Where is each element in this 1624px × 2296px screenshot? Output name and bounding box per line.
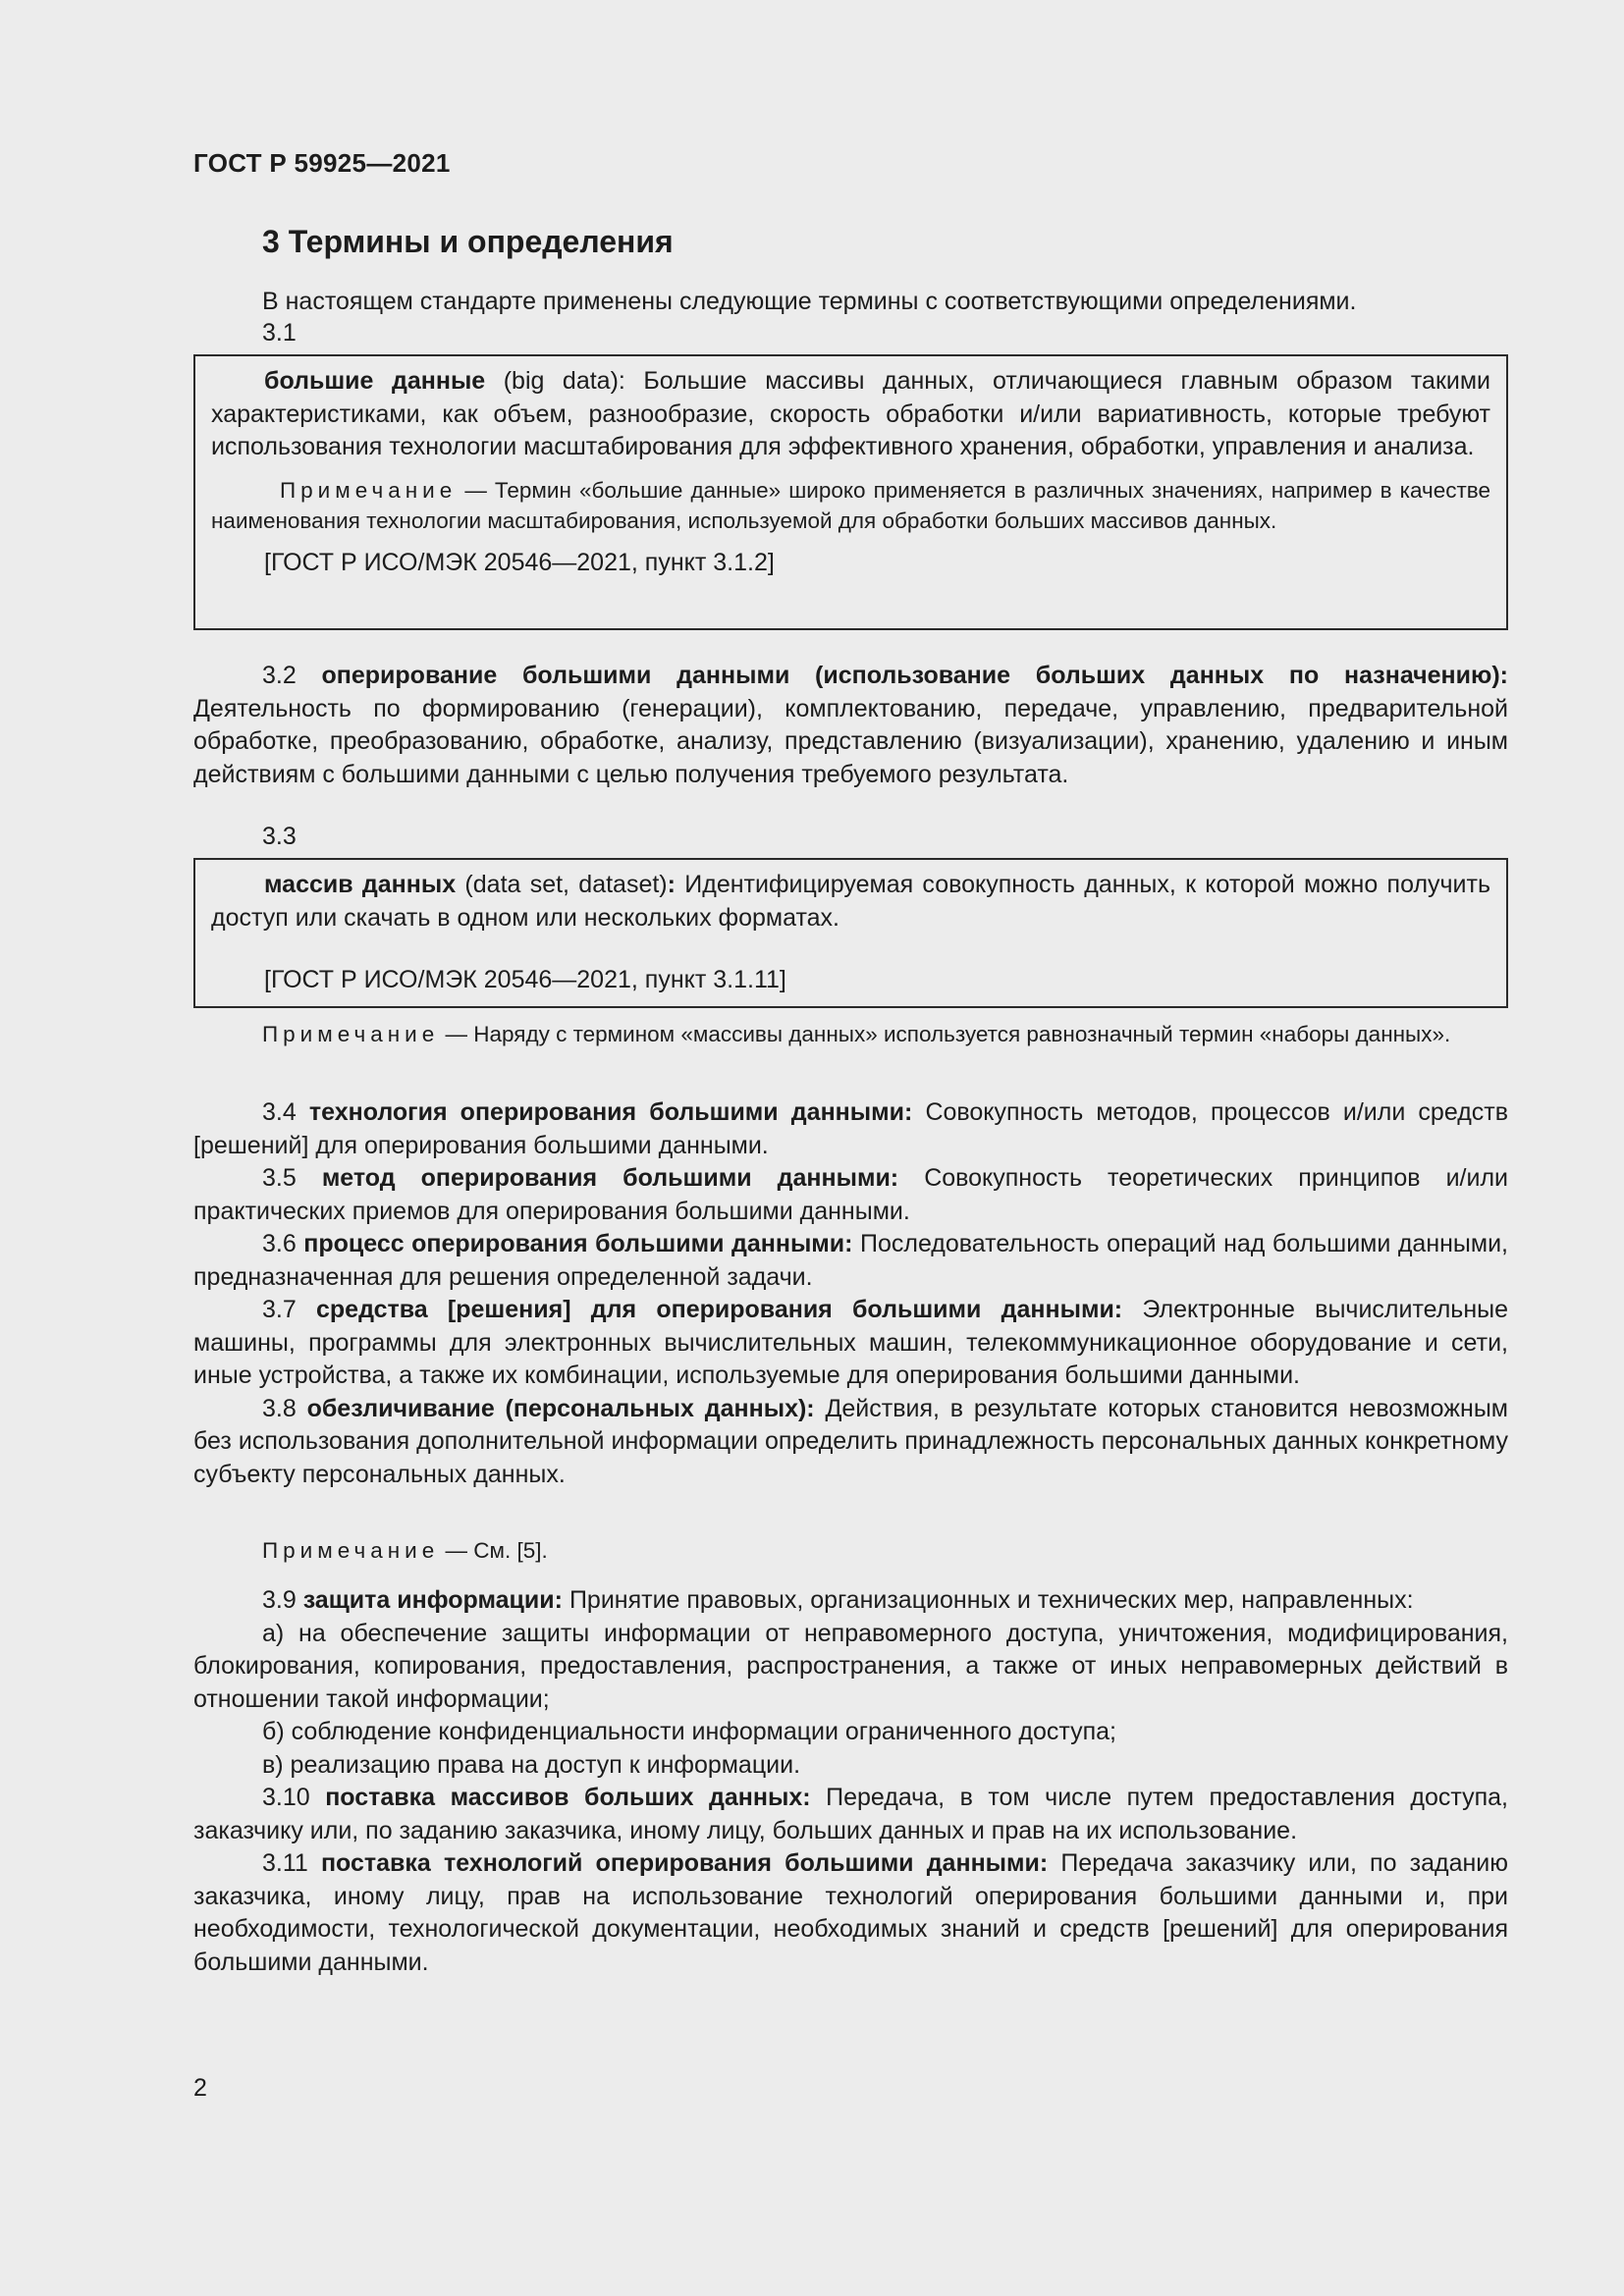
- term-3-5: [193, 1162, 1508, 1228]
- term-3-6: [193, 1228, 1508, 1294]
- term-text: Совокупность теоретических принципов и/или практических приемов для оперирования большими данными.: [193, 1164, 1508, 1225]
- term-name: обезличивание (персональных данных):: [306, 1394, 815, 1422]
- section-title: 3 Термины и определения: [262, 224, 674, 259]
- term-name: массив данных: [264, 871, 457, 898]
- note-text: — Термин «большие данные» широко применяется в различных значениях, например в качестве наименования технологии масштабирования, используемой для обработки больших массивов данных.: [211, 477, 1490, 533]
- note-label: Примечание: [280, 477, 458, 503]
- terms-block: [193, 1096, 1508, 1491]
- term-text: Действия, в результате которых становится невозможным без использования дополнительной информации определить принадлежность персональных данных конкретному субъекту персональных данных.: [193, 1394, 1508, 1488]
- term-box-3-3: [193, 858, 1508, 1008]
- term-name: средства [решения] для оперирования большими данными:: [315, 1296, 1123, 1323]
- term-3-10: [193, 1782, 1508, 1847]
- term-text: Большие массивы данных, отличающиеся главным образом такими характеристиками, как объем, разнообразие, скорость обработки и/или вариативность, которые требуют использования технологии масштабирования для эффективного хранения, обработки, управления и анализа.: [211, 367, 1491, 460]
- term-number: 3.7: [262, 1296, 316, 1323]
- term-name: большие данные: [264, 367, 486, 395]
- term-text: Совокупность методов, процессов и/или средств [решений] для оперирования большими данными.: [193, 1098, 1509, 1159]
- term-number: 3.3: [262, 823, 297, 850]
- list-item: б) соблюдение конфиденциальности информации ограниченного доступа;: [262, 1718, 1117, 1745]
- term-name: оперирование большими данными (использование больших данных по назначению):: [321, 662, 1508, 689]
- term-name: поставка массивов больших данных:: [325, 1784, 811, 1811]
- term-text: Электронные вычислительные машины, программы для электронных вычислительных машин, телекоммуникационное оборудование и сети, иные устройства, а также их комбинации, используемые для оперирования большими данными.: [193, 1296, 1508, 1389]
- term-colon: :: [667, 871, 676, 898]
- term-english: (data set, dataset): [456, 871, 668, 898]
- term-source: [ГОСТ Р ИСО/МЭК 20546—2021, пункт 3.1.2]: [264, 548, 775, 576]
- note-text: — См. [5].: [439, 1538, 548, 1563]
- list-item: а) на обеспечение защиты информации от неправомерного доступа, уничтожения, модифицирования, блокирования, копирования, предоставления, распространения, а также от иных неправомерных действий в отношении такой информации;: [193, 1619, 1508, 1713]
- term-note: [193, 1535, 1508, 1566]
- term-number: 3.10: [262, 1784, 326, 1811]
- note-label: Примечание: [262, 1538, 440, 1563]
- note-text: — Наряду с термином «массивы данных» используется равнозначный термин «наборы данных».: [439, 1022, 1451, 1046]
- term-box-3-1: [193, 354, 1508, 630]
- term-text: Деятельность по формированию (генерации), комплектованию, передаче, управлению, предварительной обработке, преобразованию, обработке, анализу, представлению (визуализации), хранению, удалению и иным действиям с большими данными с целью получения требуемого результата.: [193, 694, 1508, 788]
- term-definition: [211, 365, 1490, 464]
- term-3-9: [193, 1584, 1508, 1618]
- list-item: в) реализацию права на доступ к информации.: [262, 1750, 801, 1779]
- term-definition: [211, 869, 1490, 934]
- term-number: 3.1: [262, 319, 297, 347]
- document-header: ГОСТ Р 59925—2021: [193, 148, 451, 178]
- term-number: 3.4: [262, 1098, 309, 1126]
- term-number: 3.8: [262, 1394, 307, 1422]
- term-name: метод оперирования большими данными:: [321, 1164, 899, 1192]
- term-source: [ГОСТ Р ИСО/МЭК 20546—2021, пункт 3.1.11]: [264, 966, 786, 993]
- term-name: технология оперирования большими данными:: [308, 1098, 913, 1126]
- term-english: (big data):: [485, 367, 644, 395]
- term-number: 3.2: [262, 662, 322, 689]
- term-number: 3.9: [262, 1586, 303, 1614]
- term-3-8: [193, 1393, 1508, 1492]
- term-number: 3.6: [262, 1230, 304, 1257]
- term-3-2: [193, 660, 1508, 791]
- term-3-4: [193, 1096, 1508, 1162]
- term-note: [211, 475, 1490, 536]
- page-number: 2: [193, 2074, 207, 2102]
- term-text: Идентифицируемая совокупность данных, к которой можно получить доступ или скачать в одном или нескольких форматах.: [211, 871, 1490, 932]
- section-intro: В настоящем стандарте применены следующие термины с соответствующими определениями.: [262, 288, 1357, 315]
- note-label: Примечание: [262, 1022, 440, 1046]
- term-text: Передача, в том числе путем предоставления доступа, заказчику или, по заданию заказчика, иному лицу, больших данных и прав на их использование.: [193, 1784, 1509, 1844]
- term-number: 3.11: [262, 1849, 321, 1877]
- term-3-7: [193, 1294, 1508, 1393]
- term-name: защита информации:: [302, 1586, 563, 1614]
- term-text: Передача заказчику или, по заданию заказчика, иному лицу, прав на использование технологий оперирования большими данными и, при необходимости, технологической документации, необходимых знаний и средств [решений] для оперирования большими данными.: [193, 1849, 1508, 1976]
- term-text: Принятие правовых, организационных и технических мер, направленных:: [563, 1586, 1414, 1614]
- term-number: 3.5: [262, 1164, 322, 1192]
- term-name: процесс оперирования большими данными:: [303, 1230, 853, 1257]
- term-name: поставка технологий оперирования большими данными:: [320, 1849, 1049, 1877]
- term-text: Последовательность операций над большими данными, предназначенная для решения определенной задачи.: [193, 1230, 1508, 1291]
- term-3-11: [193, 1847, 1508, 1979]
- terms-block: [193, 1584, 1508, 1979]
- term-note: [193, 1019, 1508, 1049]
